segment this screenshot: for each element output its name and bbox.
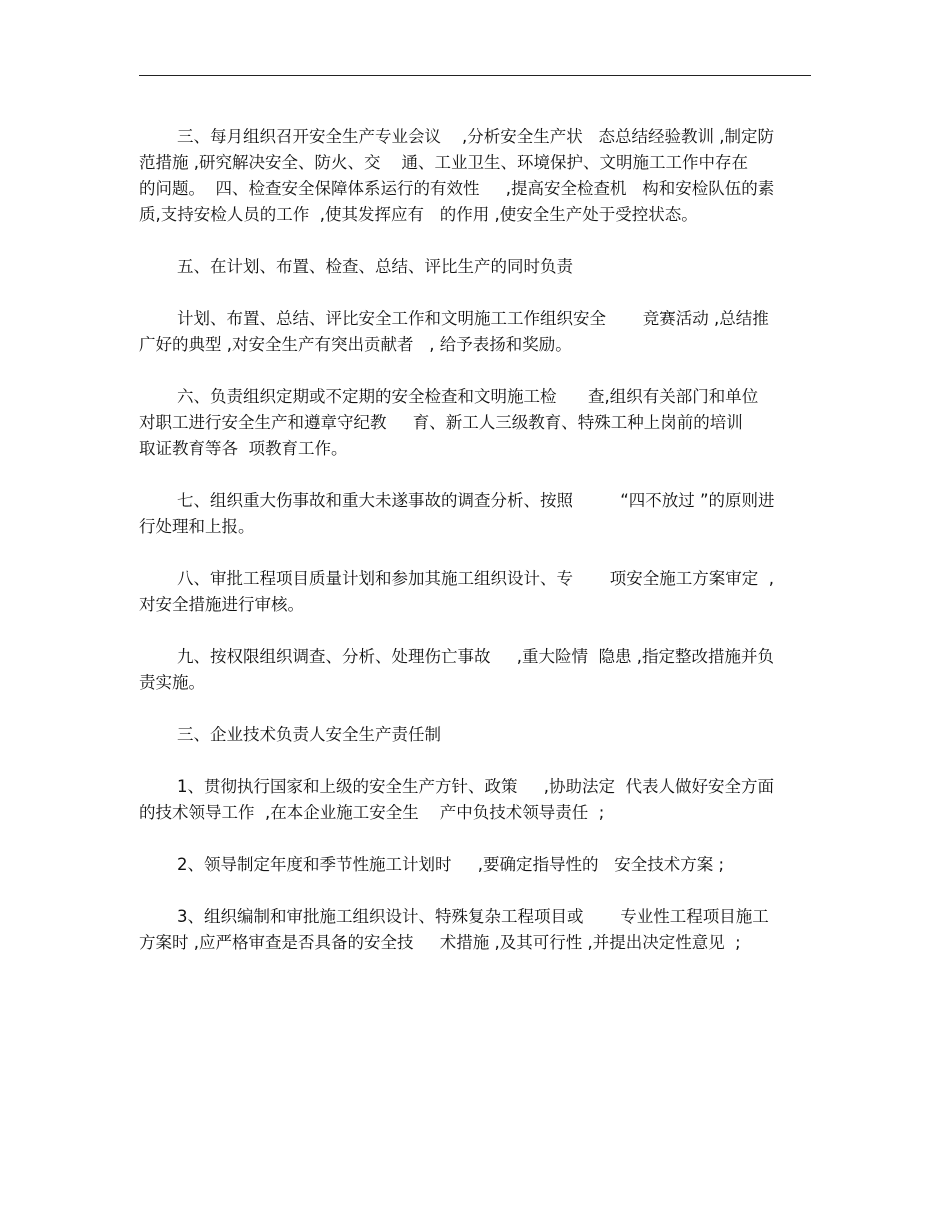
paragraph: [139, 566, 811, 618]
text-line: 计划、布置、总结、评比安全工作和文明施工工作组织安全 竞赛活动 ,总结推: [177, 309, 769, 328]
text-line: 3、组织编制和审批施工组织设计、特殊复杂工程项目或 专业性工程项目施工: [177, 907, 769, 926]
paragraph: [139, 254, 811, 280]
text-line: 九、按权限组织调查、分析、处理伤亡事故 ,重大险情 隐患 ,指定整改措施并负: [177, 647, 774, 666]
text-line: 广好的典型 ,对安全生产有突出贡献者 , 给予表扬和奖励。: [139, 335, 572, 354]
text-line: 质,支持安检人员的工作 ,使其发挥应有 的作用 ,使安全生产处于受控状态。: [139, 205, 698, 224]
text-line: 行处理和上报。: [139, 517, 255, 536]
section-heading: [139, 722, 811, 748]
text-line: 2、领导制定年度和季节性施工计划时 ,要确定指导性的 安全技术方案 ;: [177, 855, 725, 874]
header-rule: [139, 75, 811, 76]
text-line: 三、企业技术负责人安全生产责任制: [177, 725, 441, 744]
text-line: 七、组织重大伤事故和重大未遂事故的调查分析、按照 “四不放过 ”的原则进: [177, 491, 775, 510]
paragraph: [139, 124, 811, 228]
paragraph: [139, 774, 811, 826]
text-line: 六、负责组织定期或不定期的安全检查和文明施工检 查,组织有关部门和单位: [177, 387, 759, 406]
text-line: 责实施。: [139, 673, 205, 692]
text-line: 对安全措施进行审核。: [139, 595, 304, 614]
text-line: 三、每月组织召开安全生产专业会议 ,分析安全生产状 态总结经验教训 ,制定防: [177, 127, 774, 146]
document-body: [139, 124, 811, 956]
text-line: 的技术领导工作 ,在本企业施工安全生 产中负技术领导责任 ;: [139, 803, 605, 822]
paragraph: [139, 904, 811, 956]
text-line: 方案时 ,应严格审查是否具备的安全技 术措施 ,及其可行性 ,并提出决定性意见 ;: [139, 933, 741, 952]
text-line: 对职工进行安全生产和遵章守纪教 育、新工人三级教育、特殊工种上岗前的培训: [139, 413, 743, 432]
paragraph: [139, 644, 811, 696]
paragraph: [139, 384, 811, 462]
paragraph: [139, 306, 811, 358]
text-line: 的问题。 四、检查安全保障体系运行的有效性 ,提高安全检查机 构和安检队伍的素: [139, 179, 775, 198]
paragraph: [139, 488, 811, 540]
text-line: 范措施 ,研究解决安全、防火、交 通、工业卫生、环境保护、文明施工工作中存在: [139, 153, 748, 172]
text-line: 1、贯彻执行国家和上级的安全生产方针、政策 ,协助法定 代表人做好安全方面: [177, 777, 774, 796]
text-line: 取证教育等各 项教育工作。: [139, 439, 348, 458]
paragraph: [139, 852, 811, 878]
text-line: 八、审批工程项目质量计划和参加其施工组织设计、专 项安全施工方案审定 ,: [177, 569, 774, 588]
text-line: 五、在计划、布置、检查、总结、评比生产的同时负责: [177, 257, 573, 276]
